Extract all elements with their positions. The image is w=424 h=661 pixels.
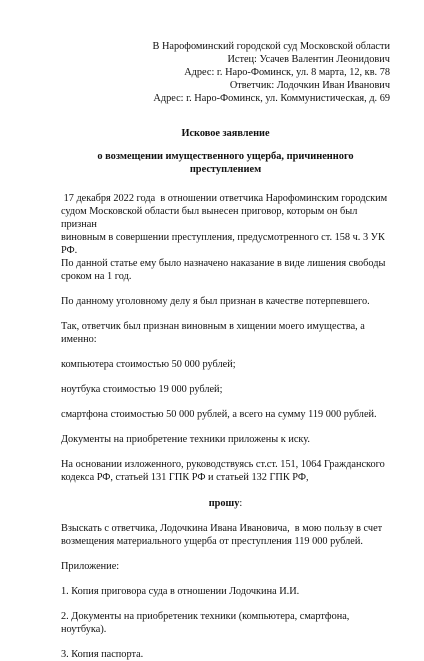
defendant-name: Ответчик: Лодочкин Иван Иванович	[229, 80, 390, 91]
paragraph-victim: По данному уголовному делу я был признан в качестве потерпевшего.	[61, 296, 370, 307]
paragraph-legal-basis	[61, 458, 390, 484]
stolen-item-computer: компьютера стоимостью 50 000 рублей;	[61, 359, 236, 370]
paragraph-line: сроком на 1 год.	[61, 271, 132, 282]
paragraph-verdict	[61, 192, 390, 283]
paragraph-line: судом Московской области был вынесен приговор, которым он был признан	[61, 206, 358, 230]
document-title: Исковое заявление	[181, 128, 270, 139]
paragraph-line: виновным в совершении преступления, предусмотренного ст. 158 ч. 3 УК РФ.	[61, 232, 385, 256]
stolen-item-smartphone: смартфона стоимостью 50 000 рублей, а всего на сумму 119 000 рублей.	[61, 409, 377, 420]
paragraph-request	[61, 522, 390, 548]
attachment-item: 1. Копия приговора суда в отношении Лодочкина И.И.	[61, 586, 300, 597]
paragraph-line: По данной статье ему было назначено наказание в виде лишения свободы	[61, 258, 386, 269]
paragraph-line: кодекса РФ, статьей 131 ГПК РФ и статьей 132 ГПК РФ,	[61, 472, 309, 483]
plaintiff-name: Истец: Усачев Валентин Леонидович	[227, 54, 390, 65]
request-heading	[61, 497, 390, 510]
request-word: прошу	[208, 498, 240, 509]
request-colon: :	[239, 498, 243, 509]
paragraph-line: На основании изложенного, руководствуясь ст.ст. 151, 1064 Гражданского	[61, 459, 385, 470]
document-header	[61, 40, 390, 105]
paragraph-documents: Документы на приобретение техники приложены к иску.	[61, 434, 310, 445]
stolen-item-laptop: ноутбука стоимостью 19 000 рублей;	[61, 384, 223, 395]
paragraph-line: Взыскать с ответчика, Лодочкина Ивана Ивановича, в мою пользу в счет	[61, 523, 383, 534]
paragraph-line: возмещения материального ущерба от преступления 119 000 рублей.	[61, 536, 363, 547]
attachment-item: 3. Копия паспорта.	[61, 649, 144, 660]
defendant-address: Адрес: г. Наро-Фоминск, ул. Коммунистическая, д. 69	[153, 93, 390, 104]
attachments-heading: Приложение:	[61, 561, 120, 572]
plaintiff-address: Адрес: г. Наро-Фоминск, ул. 8 марта, 12, кв. 78	[184, 67, 390, 78]
attachment-item: 2. Документы на приобретеник техники (компьютера, смартфона, ноутбука).	[61, 611, 350, 635]
document-subtitle: о возмещении имущественного ущерба, причиненного преступлением	[97, 151, 354, 175]
paragraph-line: 17 декабря 2022 года в отношении ответчика Нарофоминским городским	[61, 193, 388, 204]
court-name: В Нарофоминский городской суд Московской области	[152, 41, 390, 52]
paragraph-theft: Так, ответчик был признан виновным в хищении моего имущества, а именно:	[61, 321, 365, 345]
